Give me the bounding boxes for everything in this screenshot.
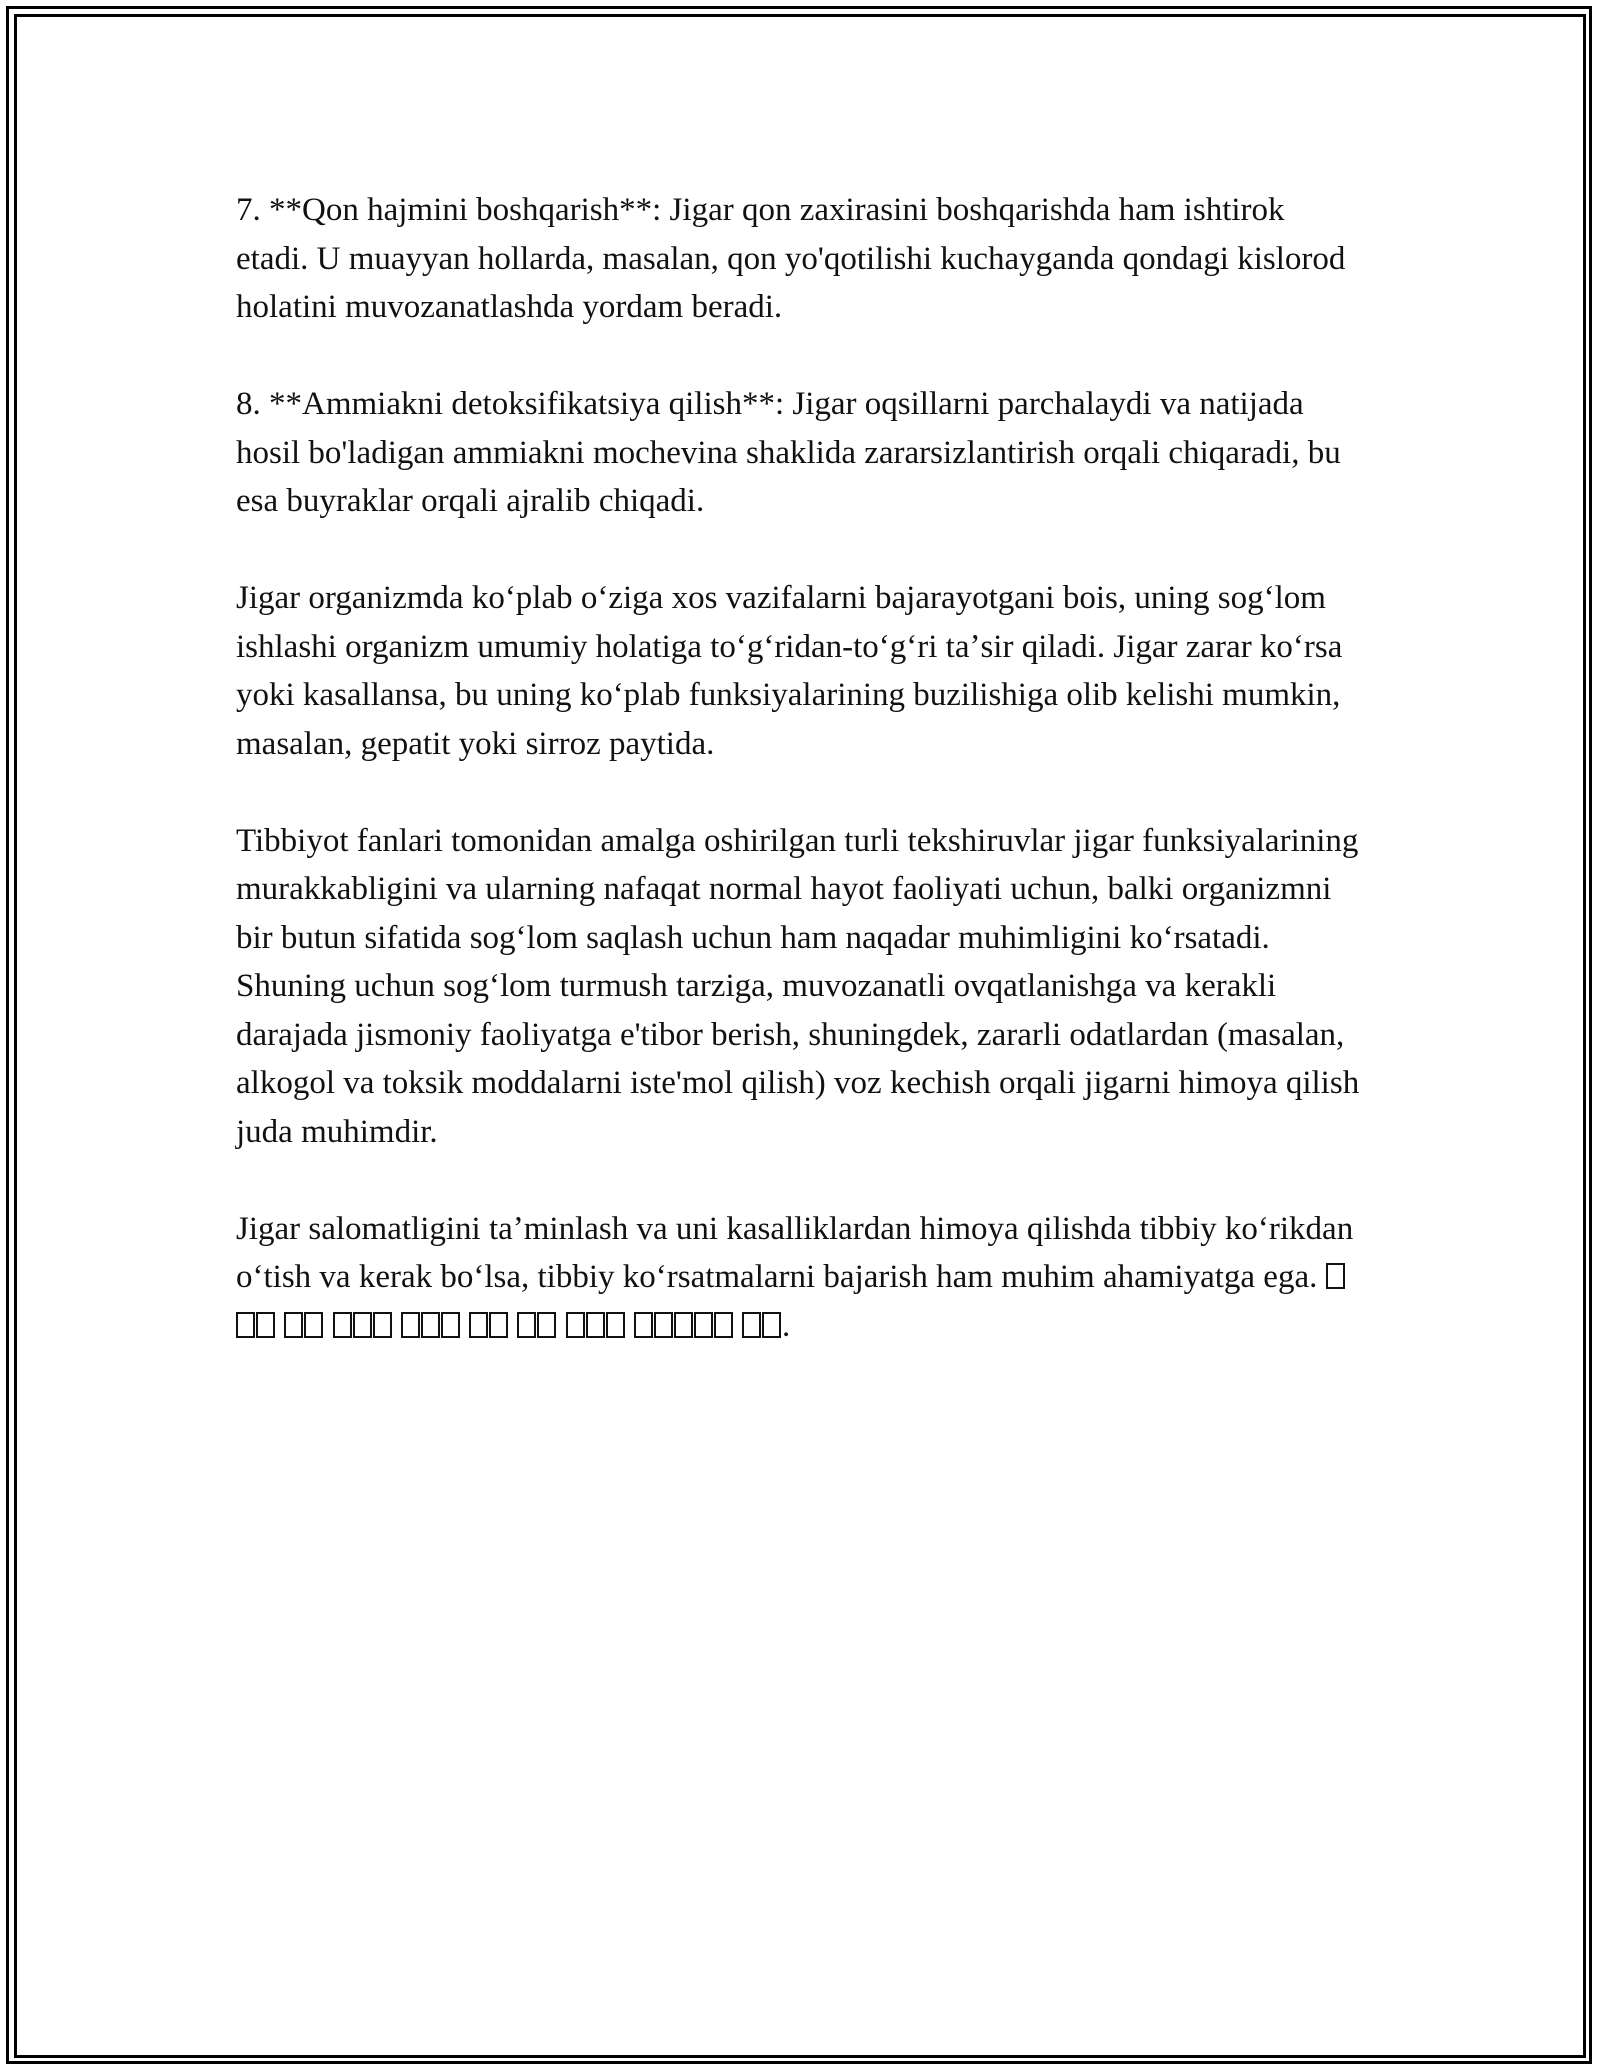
paragraph-1: 7. **Qon hajmini boshqarish**: Jigar qon zaxirasini boshqarishda ham ishtirok etadi. U muayyan hollarda, masalan, qon yo'qotilishi kuchayganda qondagi kislorod holatini muvozanatlashda yordam beradi. <box>236 192 1346 325</box>
missing-glyph-box <box>566 1312 585 1338</box>
missing-glyph-box <box>654 1312 673 1338</box>
paragraph-2: 8. **Ammiakni detoksifikatsiya qilish**: Jigar oqsillarni parchalaydi va natijada hosil bo'ladigan ammiakni mochevina shaklida zararsizlantirish orqali chiqaradi, bu esa buyraklar orqali ajralib chiqadi. <box>236 386 1341 519</box>
missing-glyph-box <box>1326 1263 1345 1289</box>
missing-glyph-box <box>333 1312 352 1338</box>
missing-glyph-box <box>742 1312 761 1338</box>
missing-glyph-box <box>586 1312 605 1338</box>
missing-glyph-box <box>236 1312 255 1338</box>
paragraph-5 <box>236 1205 1364 1351</box>
missing-glyph-box <box>256 1312 275 1338</box>
missing-glyph-box <box>469 1312 488 1338</box>
missing-glyph-box <box>537 1312 556 1338</box>
missing-glyph-box <box>489 1312 508 1338</box>
paragraph-3: Jigar organizmda koʻplab oʻziga xos vazifalarni bajarayotgani bois, uning sogʻlom ishlashi organizm umumiy holatiga toʻgʻridan-toʻgʻri taʼsir qiladi. Jigar zarar koʻrsa yoki kasallansa, bu uning koʻplab funksiyalarining buzilishiga olib kelishi mumkin, masalan, gepatit yoki sirroz paytida. <box>236 580 1343 762</box>
missing-glyph-box <box>762 1312 781 1338</box>
missing-glyph-box <box>304 1312 323 1338</box>
missing-glyph-box <box>694 1312 713 1338</box>
missing-glyph-box <box>373 1312 392 1338</box>
missing-glyph-box <box>634 1312 653 1338</box>
missing-glyph-box <box>353 1312 372 1338</box>
paragraph-5-end: . <box>782 1307 791 1344</box>
missing-glyph-box <box>674 1312 693 1338</box>
paragraph-5-text: Jigar salomatligini taʼminlash va uni kasalliklardan himoya qilishda tibbiy koʻrikdan oʻtish va kerak boʻlsa, tibbiy koʻrsatmalarni bajarish ham muhim ahamiyatga ega. <box>236 1210 1354 1295</box>
missing-glyph-box <box>441 1312 460 1338</box>
missing-glyph-box <box>517 1312 536 1338</box>
paragraph-4: Tibbiyot fanlari tomonidan amalga oshirilgan turli tekshiruvlar jigar funksiyalarining murakkabligini va ularning nafaqat normal hayot faoliyati uchun, balki organizmni bir butun sifatida sogʻlom saqlash uchun ham naqadar muhimligini koʻrsatadi. Shuning uchun sogʻlom turmush tarziga, muvozanatli ovqatlanishga va kerakli darajada jismoniy faoliyatga e'tibor berish, shuningdek, zararli odatlardan (masalan, alkogol va toksik moddalarni iste'mol qilish) voz kechish orqali jigarni himoya qilish juda muhimdir. <box>236 822 1360 1150</box>
document-body <box>236 186 1364 1350</box>
missing-glyph-box <box>401 1312 420 1338</box>
missing-glyph-box <box>421 1312 440 1338</box>
missing-glyph-box <box>714 1312 733 1338</box>
missing-glyph-box <box>606 1312 625 1338</box>
missing-glyph-box <box>284 1312 303 1338</box>
